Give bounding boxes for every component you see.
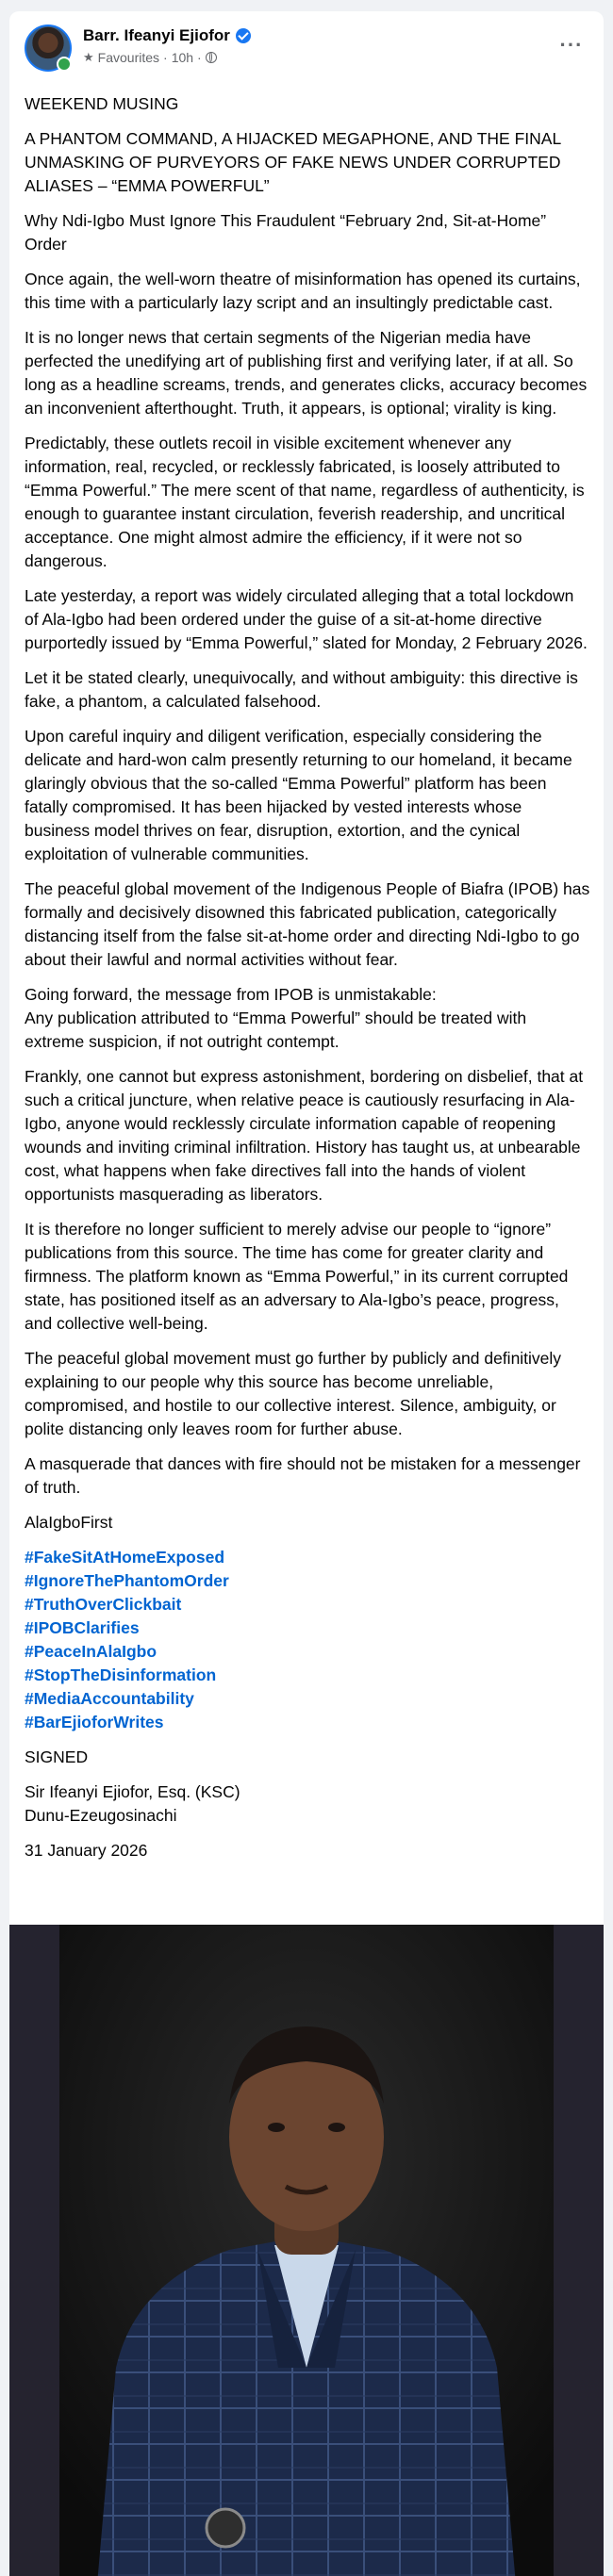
- post-paragraph: A PHANTOM COMMAND, A HIJACKED MEGAPHONE, AND THE FINAL UNMASKING OF PURVEYORS OF FAKE NEWS UNDER CORRUPTED ALIASES – “EMMA POWERFUL”: [25, 129, 561, 195]
- post-paragraph: It is therefore no longer sufficient to merely advise our people to “ignore” publications from this source. The time has come for greater clarity and firmness. The platform known as “Emma Powerful,” in its current corrupted state, has positioned itself as an adversary to Ala-Igbo’s peace, progress, and collective well-being.: [25, 1220, 569, 1333]
- post-card: [9, 11, 604, 2576]
- signed-label: SIGNED: [25, 1747, 89, 1766]
- post-paragraph: Let it be stated clearly, unequivocally, and without ambiguity: this directive is fake, a phantom, a calculated falsehood.: [25, 668, 578, 711]
- post-paragraph: A masquerade that dances with fire should not be mistaken for a messenger of truth.: [25, 1454, 581, 1497]
- hashtag-link[interactable]: #StopTheDisinformation: [25, 1665, 217, 1684]
- hashtag-link[interactable]: #BarEjioforWrites: [25, 1713, 164, 1731]
- more-options-button[interactable]: [555, 32, 588, 58]
- post-paragraph: Going forward, the message from IPOB is unmistakable: Any publication attributed to “Emma Powerful” should be treated with extreme suspicion, if not outright contempt.: [25, 985, 527, 1051]
- hashtag-link[interactable]: #TruthOverClickbait: [25, 1595, 182, 1614]
- post-paragraph: WEEKEND MUSING: [25, 94, 179, 113]
- star-icon: ★: [83, 50, 94, 64]
- post-paragraph: Once again, the well-worn theatre of misinformation has opened its curtains, this time with a particularly lazy script and an insultingly predictable cast.: [25, 270, 581, 312]
- post-paragraph: The peaceful global movement must go further by publicly and definitively explaining to our people why this source has become unreliable, compromised, and hostile to our collective interest. Silence, ambiguity, or polite distancing only leaves room for further abuse.: [25, 1349, 562, 1438]
- portrait-illustration: [59, 1925, 554, 2576]
- hashtag-link[interactable]: #IPOBClarifies: [25, 1618, 140, 1637]
- author-avatar[interactable]: [25, 25, 72, 72]
- post-paragraph: Why Ndi-Igbo Must Ignore This Fraudulent “February 2nd, Sit-at-Home” Order: [25, 211, 547, 254]
- post-paragraph: The peaceful global movement of the Indigenous People of Biafra (IPOB) has formally and decisively disowned this fabricated publication, categorically distancing itself from the false sit-at-home order and directing Ndi-Igbo to go about their lawful and normal activities without fear.: [25, 879, 590, 969]
- author-name[interactable]: Barr. Ifeanyi Ejiofor: [83, 26, 230, 44]
- post-body: [25, 92, 590, 1874]
- post-time[interactable]: 10h: [171, 50, 194, 65]
- hashtag-link[interactable]: #PeaceInAlaIgbo: [25, 1642, 157, 1661]
- globe-icon: [206, 52, 217, 63]
- post-photo[interactable]: [9, 1925, 604, 2576]
- post-paragraph: AlaIgboFirst: [25, 1513, 113, 1532]
- audience-label[interactable]: Favourites: [97, 50, 160, 65]
- post-paragraph: Late yesterday, a report was widely circulated alleging that a total lockdown of Ala-Igbo had been ordered under the guise of a sit-at-home directive purportedly issued by “Emma Powerful,” slated for Monday, 2 February 2026.: [25, 586, 588, 652]
- post-header: [25, 25, 588, 77]
- post-paragraph: It is no longer news that certain segments of the Nigerian media have perfected the unedifying art of publishing first and verifying later, if at all. So long as a headline screams, trends, and generates clicks, accuracy becomes an inconvenient afterthought. Truth, it appears, is optional; virality is king.: [25, 328, 588, 418]
- online-status-dot: [57, 57, 72, 72]
- post-paragraph: Frankly, one cannot but express astonishment, bordering on disbelief, that at such a critical juncture, when relative peace is cautiously resurfacing in Ala-Igbo, anyone would recklessly circulate information capable of reopening wounds and inviting criminal infiltration. History has taught us, at unbearable cost, what happens when fake directives fall into the hands of violent opportunists masquerading as liberators.: [25, 1067, 584, 1204]
- portrait-image: [59, 1925, 554, 2576]
- hashtag-list: [25, 1546, 590, 1734]
- post-meta: [83, 50, 217, 65]
- hashtag-link[interactable]: #MediaAccountability: [25, 1689, 194, 1708]
- author-name-row: [83, 26, 251, 45]
- meta-separator: ·: [197, 50, 202, 65]
- signature: Sir Ifeanyi Ejiofor, Esq. (KSC) Dunu-Ezeugosinachi: [25, 1782, 240, 1825]
- post-date: 31 January 2026: [25, 1841, 148, 1860]
- verified-badge-icon: [236, 28, 251, 43]
- meta-separator: ·: [163, 50, 168, 65]
- post-paragraph: Upon careful inquiry and diligent verification, especially considering the delicate and hard-won calm presently returning to our homeland, it became glaringly obvious that the so-called “Emma Powerful” platform has been fatally compromised. It has been hijacked by vested interests whose business model thrives on fear, disruption, extortion, and the cynical exploitation of vulnerable communities.: [25, 727, 572, 863]
- hashtag-link[interactable]: #FakeSitAtHomeExposed: [25, 1548, 225, 1567]
- hashtag-link[interactable]: #IgnoreThePhantomOrder: [25, 1571, 229, 1590]
- post-paragraph: Predictably, these outlets recoil in visible excitement whenever any information, real, recycled, or recklessly fabricated, is loosely attributed to “Emma Powerful.” The mere scent of that name, regardless of authenticity, is enough to guarantee instant circulation, feverish readership, and uncritical acceptance. One might almost admire the efficiency, if it were not so dangerous.: [25, 434, 585, 570]
- more-dots-icon: ···: [559, 33, 584, 57]
